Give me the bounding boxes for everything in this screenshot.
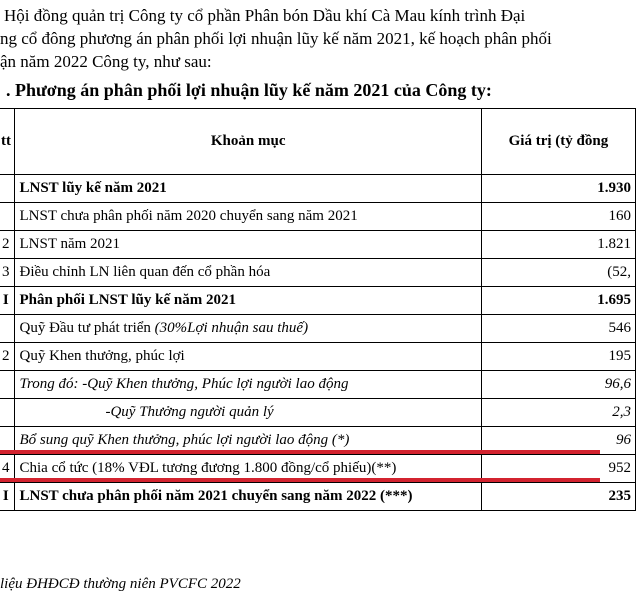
row-item: Bổ sung quỹ Khen thưởng, phúc lợi người lao động (*): [15, 427, 481, 455]
row-value: 1.821: [481, 231, 635, 259]
section-heading: . Phương án phân phối lợi nhuận lũy kế năm 2021 của Công ty:: [6, 80, 492, 100]
row-value: 1.695: [481, 287, 635, 315]
row-stt: I: [0, 287, 15, 315]
highlight-line-bottom: [0, 478, 600, 482]
row-stt: I: [0, 483, 15, 511]
row-value: 952: [481, 455, 635, 483]
row-value: 1.930: [481, 175, 635, 203]
row-stt: 4: [0, 455, 15, 483]
row-item: LNST chưa phân phối năm 2021 chuyển sang năm 2022 (***): [15, 483, 481, 511]
table-row: [0, 483, 636, 511]
row-value: (52,: [481, 259, 635, 287]
row-stt: [0, 315, 15, 343]
table-row: [0, 231, 636, 259]
row-item-main: Quỹ Đầu tư phát triển: [19, 320, 155, 336]
row-item: Phân phối LNST lũy kế năm 2021: [15, 287, 481, 315]
row-stt: [0, 371, 15, 399]
intro-line-3: ận năm 2022 Công ty, như sau:: [0, 52, 212, 71]
table-row: [0, 315, 636, 343]
header-item: Khoản mục: [15, 109, 481, 175]
row-value: 2,3: [481, 399, 635, 427]
intro-line-1: Hội đồng quản trị Công ty cổ phần Phân bón Dầu khí Cà Mau kính trình Đại: [4, 6, 526, 25]
row-item: Chia cổ tức (18% VĐL tương đương 1.800 đồng/cổ phiếu)(**): [15, 455, 481, 483]
table-row: [0, 203, 636, 231]
row-stt: [0, 203, 15, 231]
highlight-line-top: [0, 450, 600, 454]
row-value: 96: [481, 427, 635, 455]
row-value: 160: [481, 203, 635, 231]
row-stt: 2: [0, 231, 15, 259]
row-item-note: (30%Lợi nhuận sau thuế): [154, 320, 309, 336]
row-item: Điều chỉnh LN liên quan đến cổ phần hóa: [15, 259, 481, 287]
row-item: LNST lũy kế năm 2021: [15, 175, 481, 203]
table-row: [0, 371, 636, 399]
table-row: [0, 343, 636, 371]
table-row: [0, 175, 636, 203]
row-value: 546: [481, 315, 635, 343]
table-row: [0, 259, 636, 287]
table-header-row: [0, 109, 636, 175]
intro-paragraph: [0, 4, 600, 73]
row-item: [15, 315, 481, 343]
table-row: [0, 399, 636, 427]
intro-line-2: ng cổ đông phương án phân phối lợi nhuận lũy kế năm 2021, kế hoạch phân phối: [0, 29, 552, 48]
row-value: 235: [481, 483, 635, 511]
row-item: Trong đó: -Quỹ Khen thưởng, Phúc lợi người lao động: [15, 371, 481, 399]
row-item: LNST chưa phân phối năm 2020 chuyển sang năm 2021: [15, 203, 481, 231]
row-value: 195: [481, 343, 635, 371]
row-stt: [0, 175, 15, 203]
header-stt: tt: [0, 109, 15, 175]
table-row: [0, 287, 636, 315]
row-value: 96,6: [481, 371, 635, 399]
row-stt: 3: [0, 259, 15, 287]
source-note: liệu ĐHĐCĐ thường niên PVCFC 2022: [0, 576, 241, 592]
header-value: Giá trị (tỷ đồng: [481, 109, 635, 175]
row-item: Quỹ Khen thưởng, phúc lợi: [15, 343, 481, 371]
row-stt: 2: [0, 343, 15, 371]
row-item: -Quỹ Thưởng người quản lý: [15, 399, 481, 427]
row-item: LNST năm 2021: [15, 231, 481, 259]
row-stt: [0, 399, 15, 427]
